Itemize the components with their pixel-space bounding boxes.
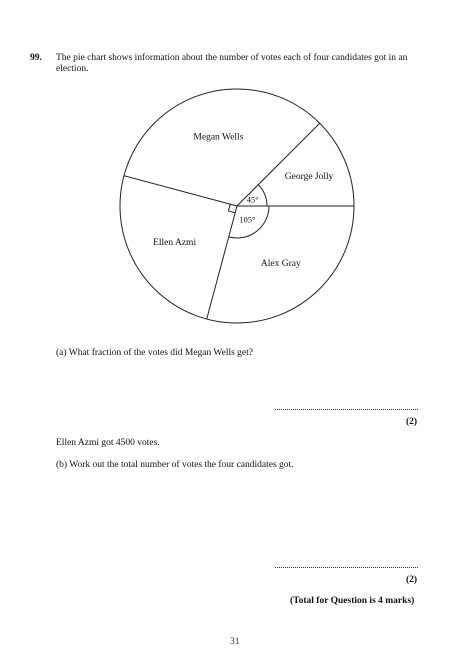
question-text: The pie chart shows information about the number of votes each of four candidates got in an election. [56,53,408,74]
slice-label-george-jolly: George Jolly [284,172,334,183]
part-b-marks: (2) [406,575,418,585]
slice-label-alex-gray: Alex Gray [260,259,301,270]
slice-boundary-2 [207,206,237,319]
part-a-marks: (2) [406,417,418,427]
slice-boundary-3 [124,176,237,206]
slice-label-megan-wells: Megan Wells [193,132,244,143]
total-marks: (Total for Question is 4 marks) [290,596,415,606]
info-text: Ellen Azmi got 4500 votes. [56,438,160,448]
slice-label-ellen-azmi: Ellen Azmi [153,238,197,248]
angle-label-alex-gray: 105° [239,214,256,225]
answer-line-b[interactable] [275,567,418,568]
question-number: 99. [30,53,42,63]
angle-label-george-jolly: 45° [246,194,259,205]
part-b-text: (b) Work out the total number of votes the four candidates got. [56,460,294,470]
page-number: 31 [230,637,240,647]
answer-line-a[interactable] [275,409,418,410]
part-a-text: (a) What fraction of the votes did Megan Wells get? [56,348,253,358]
angle-arc-george-jolly [258,185,267,206]
pie-chart [100,78,375,338]
